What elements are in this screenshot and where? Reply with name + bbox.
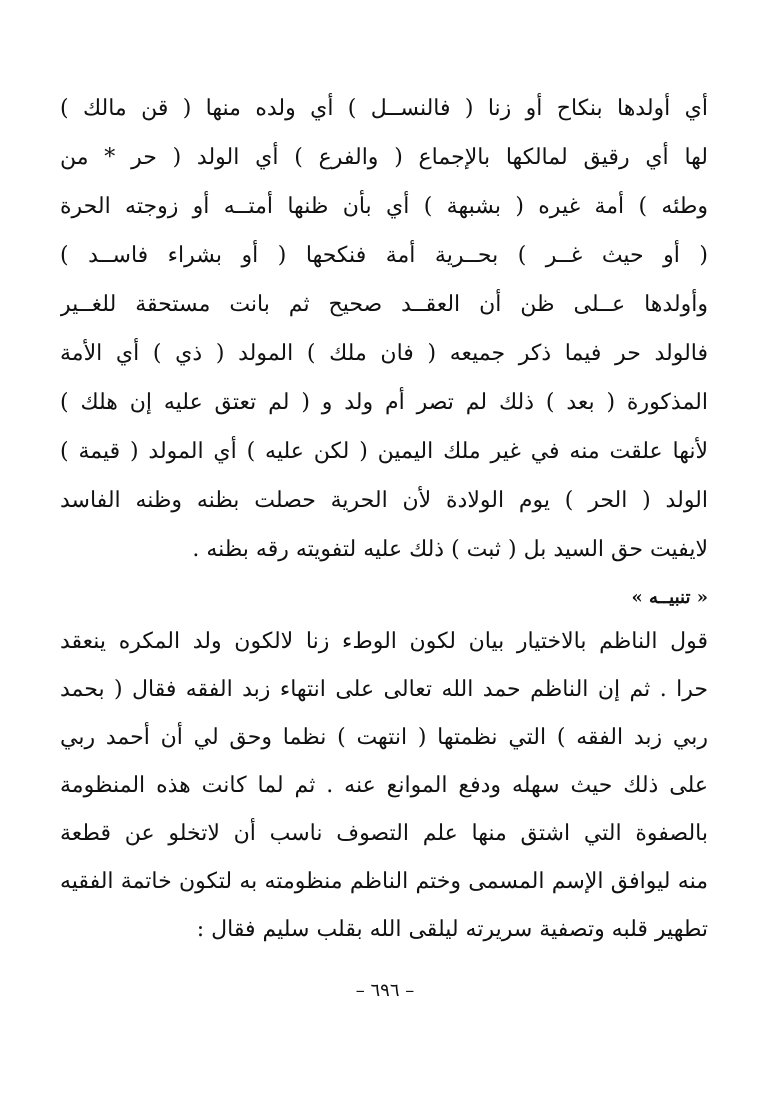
text-line: تطهير قلبه وتصفية سريرته ليلقى الله بقلب سليم فقال : bbox=[196, 917, 708, 942]
text-line: لها أي رقيق لمالكها بالإجماع ( والفرع ) أي الولد ( حر * من bbox=[60, 145, 708, 170]
text-line: قول الناظم بالاختيار بيان لكون الوطء زنا لالكون ولد المكره ينعقد bbox=[60, 629, 708, 654]
text-line: لايفيت حق السيد بل ( ثبت ) ذلك عليه لتفويته رقه بظنه . bbox=[192, 537, 708, 562]
text-line: ( أو حيث غــر ) بحــرية أمة فنكحها ( أو بشراء فاســد ) bbox=[60, 243, 708, 268]
paragraph-2 bbox=[60, 618, 708, 954]
text-line: وأولدها عــلى ظن أن العقــد صحيح ثم بانت مستحقة للغــير bbox=[60, 292, 708, 317]
text-line: منه ليوافق الإسم المسمى وختم الناظم منظومته به لتكون خاتمة الفقيه bbox=[60, 869, 708, 894]
text-line: على ذلك حيث سهله ودفع الموانع عنه . ثم لما كانت هذه المنظومة bbox=[60, 773, 708, 798]
text-line: الولد ( الحر ) يوم الولادة لأن الحرية حصلت بظنه وظنه الفاسد bbox=[60, 488, 708, 513]
text-line: فالولد حر فيما ذكر جميعه ( فان ملك ) المولد ( ذي ) أي الأمة bbox=[60, 341, 708, 366]
page-body bbox=[60, 84, 708, 954]
text-line: حرا . ثم إن الناظم حمد الله تعالى على انتهاء زبد الفقه فقال ( بحمد bbox=[60, 677, 708, 702]
note-heading: « تنبيــه » bbox=[631, 587, 708, 608]
text-line: ربي زبد الفقه ) التي نظمتها ( انتهت ) نظما وحق لي أن أحمد ربي bbox=[60, 725, 708, 750]
text-line: أي أولدها بنكاح أو زنا ( فالنســل ) أي ولده منها ( قن مالك ) bbox=[60, 96, 708, 121]
paragraph-1 bbox=[60, 84, 708, 574]
text-line: وطئه ) أمة غيره ( بشبهة ) أي بأن ظنها أمتــه أو زوجته الحرة bbox=[60, 194, 708, 219]
text-line: بالصفوة التي اشتق منها علم التصوف ناسب أن لاتخلو عن قطعة bbox=[60, 821, 708, 846]
text-line: المذكورة ( بعد ) ذلك لم تصر أم ولد و ( لم تعتق عليه إن هلك ) bbox=[60, 390, 708, 415]
text-line: لأنها علقت منه في غير ملك اليمين ( لكن عليه ) أي المولد ( قيمة ) bbox=[60, 439, 708, 464]
page-number: – ٦٩٦ – bbox=[355, 980, 415, 1001]
